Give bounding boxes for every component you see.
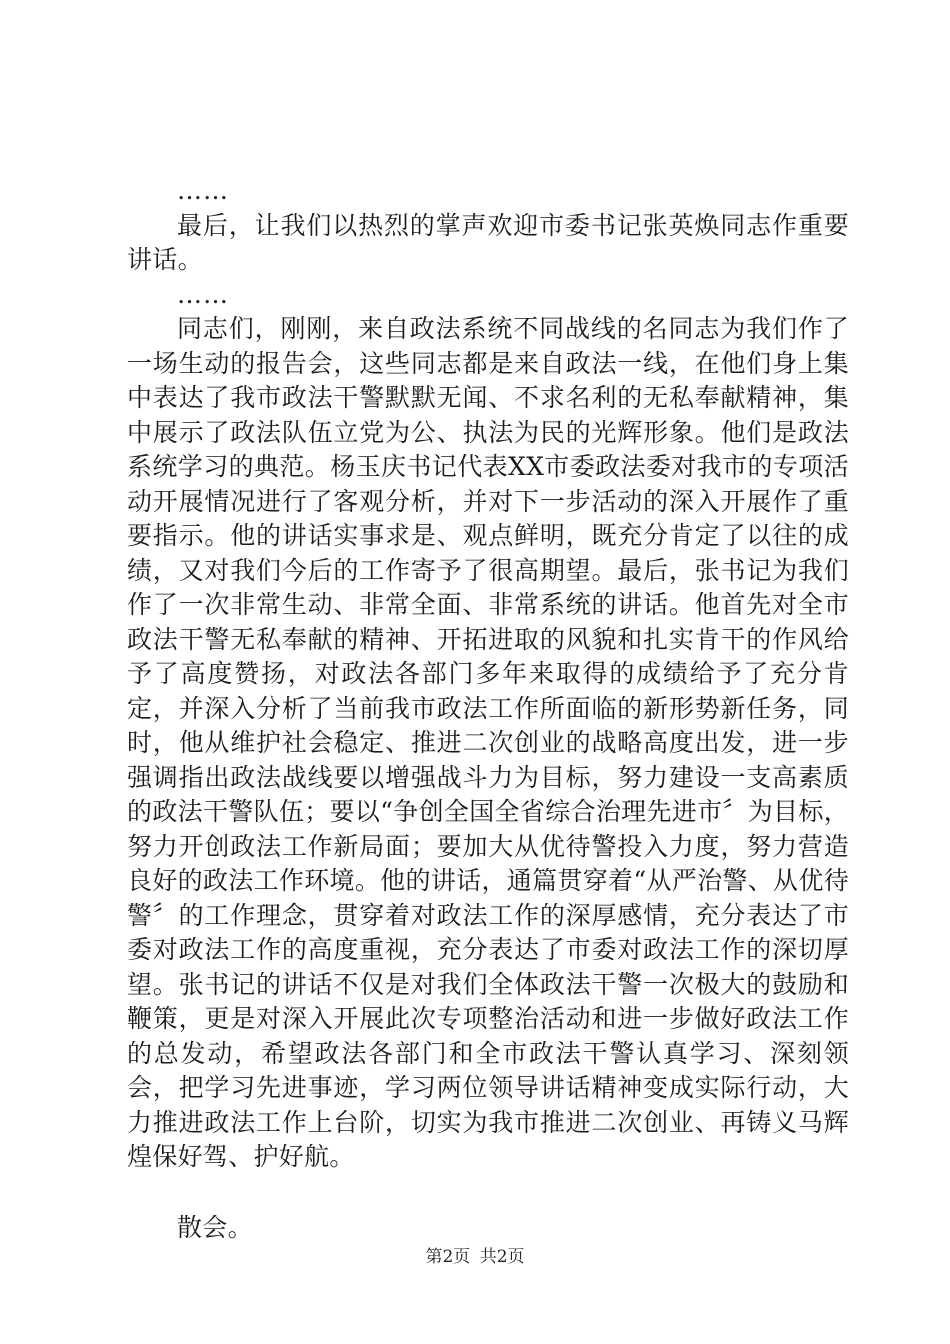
closing-invitation-paragraph: 最后，让我们以热烈的掌声欢迎市委书记张英焕同志作重要讲话。: [127, 210, 849, 274]
page-footer: [0, 1242, 950, 1267]
page-number: 第2页: [425, 1247, 471, 1267]
ellipsis-line: ……: [177, 176, 229, 205]
page-total: 共2页: [479, 1247, 525, 1267]
adjourn-paragraph: 散会。: [177, 1212, 253, 1242]
ellipsis-line: ……: [177, 279, 229, 309]
paragraph-spacer: [127, 1175, 849, 1211]
summary-paragraph: 同志们，刚刚，来自政法系统不同战线的名同志为我们作了一场生动的报告会，这些同志都是来自政法一线，在他们身上集中表达了我市政法干警默默无闻、不求名利的无私奉献精神，集中展示了政法队伍立党为公、执法为民的光辉形象。他们是政法系统学习的典范。杨玉庆书记代表XX市委政法委对我市的专项活动开展情况进行了客观分析，并对下一步活动的深入开展作了重要指示。他的讲话实事求是、观点鲜明，既充分肯定了以往的成绩，又对我们今后的工作寄予了很高期望。最后，张书记为我们作了一次非常生动、非常全面、非常系统的讲话。他首先对全市政法干警无私奉献的精神、开拓进取的风貌和扎实肯干的作风给予了高度赞扬，对政法各部门多年来取得的成绩给予了充分肯定，并深入分析了当前我市政法工作所面临的新形势新任务，同时，他从维护社会稳定、推进二次创业的战略高度出发，进一步强调指出政法战线要以增强战斗力为目标，努力建设一支高素质的政法干警队伍；要以“争创全国全省综合治理先进市〞为目标，努力开创政法工作新局面；要加大从优待警投入力度，努力营造良好的政法工作环境。他的讲话，通篇贯穿着“从严治警、从优待警〞的工作理念，贯穿着对政法工作的深厚感情，充分表达了市委对政法工作的高度重视，充分表达了市委对政法工作的深切厚望。张书记的讲话不仅是对我们全体政法干警一次极大的鼓励和鞭策，更是对深入开展此次专项整治活动和进一步做好政法工作的总发动，希望政法各部门和全市政法干警认真学习、深刻领会，把学习先进事迹，学习两位领导讲话精神变成实际行动，大力推进政法工作上台阶，切实为我市推进二次创业、再铸义马辉煌保好驾、护好航。: [127, 314, 849, 1171]
document-body: [127, 174, 849, 1245]
